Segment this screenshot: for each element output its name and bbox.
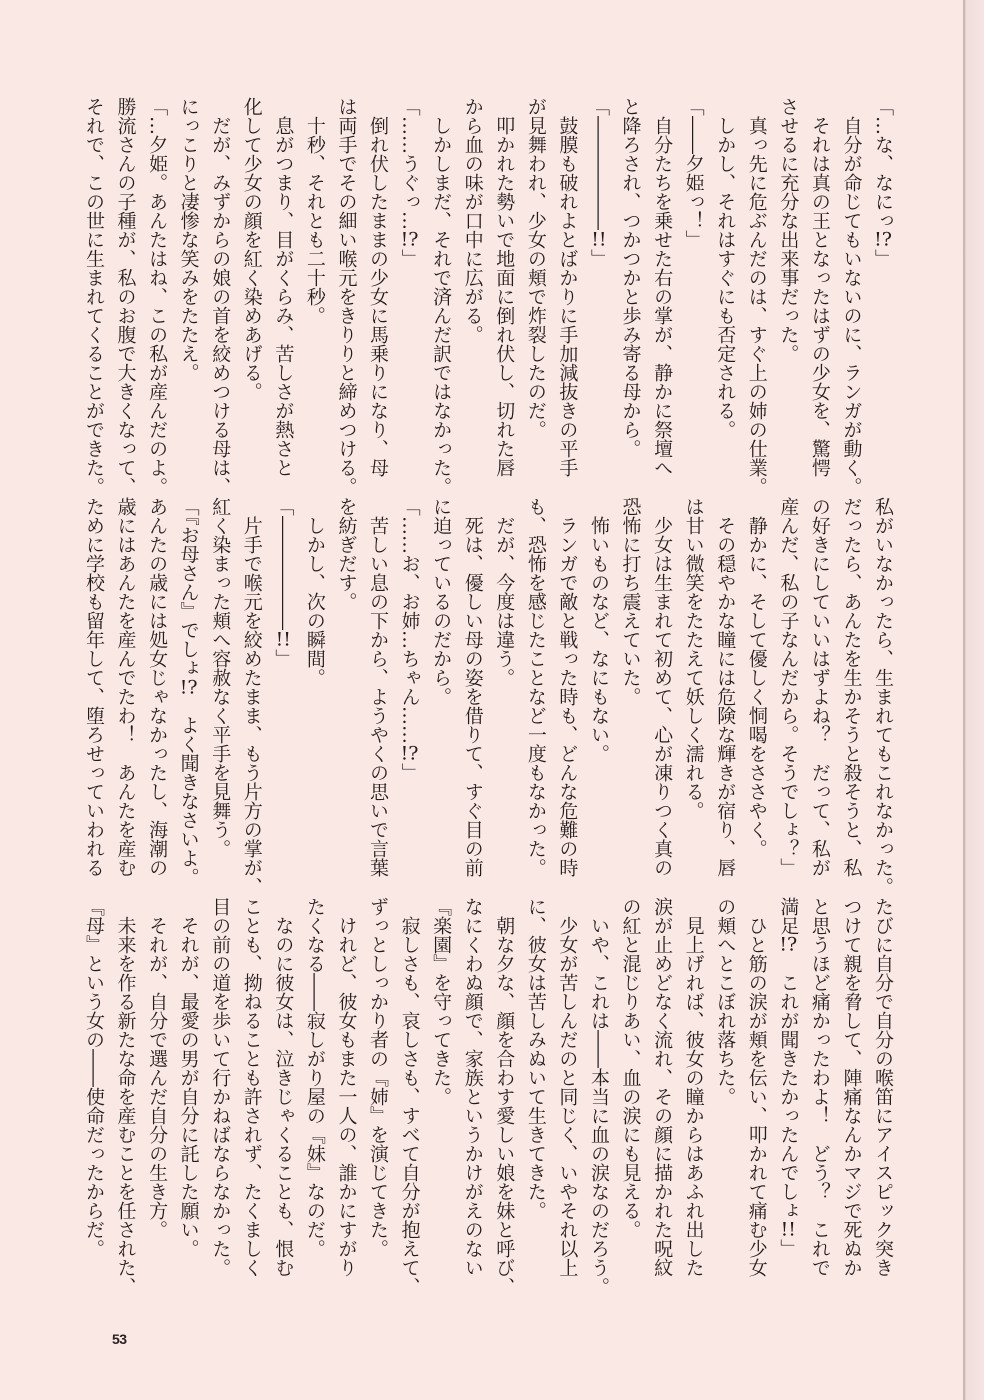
text-column: たくなる――寂しがり屋の『妹』なのだ。 bbox=[303, 897, 326, 1258]
text-block-middle bbox=[77, 497, 898, 897]
text-column: 朝な夕な、顔を合わす愛しい娘を妹と呼び、 bbox=[493, 916, 516, 1296]
text-column: を紡ぎだす。 bbox=[335, 497, 358, 611]
text-column: 息がつまり、目がくらみ、苦しさが熱さと bbox=[272, 116, 295, 477]
text-column: 倒れ伏したままの少女に馬乗りになり、母 bbox=[367, 116, 389, 477]
text-column: 「――――――!!」 bbox=[272, 497, 295, 668]
text-column: 勝流さんの子種が、私のお腹で大きくなって、 bbox=[114, 97, 137, 496]
text-column: 「…な、なにっ!?」 bbox=[872, 97, 894, 268]
text-column: 自分たちを乗せた右の掌が、静かに祭壇へ bbox=[651, 116, 674, 477]
text-column: 紅く染まった頬へ容赦なく平手を見舞う。 bbox=[209, 497, 232, 858]
text-column: それが、自分で選んだ自分の生き方。 bbox=[146, 916, 169, 1239]
text-column: 死は、優しい母の姿を借りて、すぐ目の前 bbox=[461, 516, 484, 877]
text-column: それは真の王となったはずの少女を、驚愕 bbox=[808, 116, 831, 477]
text-column: も、恐怖を感じたことなど一度もなかった。 bbox=[524, 497, 547, 877]
text-column: ひと筋の涙が頬を伝い、叩かれて痛む少女 bbox=[745, 916, 768, 1277]
text-column: させるに充分な出来事だった。 bbox=[777, 97, 800, 363]
text-column: 見上げれば、彼女の瞳からはあふれ出した bbox=[682, 916, 705, 1277]
text-column: ために学校も留年して、堕ろせっていわれる bbox=[82, 497, 105, 877]
text-column: 未来を作る新たな命を産むことを任された、 bbox=[114, 916, 137, 1296]
text-column: は両手でその細い喉元をきりりと締めつける。 bbox=[335, 97, 358, 496]
text-column: 鼓膜も破れよとばかりに手加減抜きの平手 bbox=[556, 116, 579, 477]
text-column: たびに自分で自分の喉笛にアイスピック突き bbox=[872, 897, 894, 1277]
text-column: その穏やかな瞳には危険な輝きが宿り、唇 bbox=[714, 516, 737, 877]
text-column: の頬へとこぼれ落ちた。 bbox=[714, 897, 737, 1106]
text-column: 十秒、それとも二十秒。 bbox=[303, 116, 326, 325]
text-block-top bbox=[77, 97, 898, 497]
text-column: にっこりと凄惨な笑みをたたえ。 bbox=[177, 97, 200, 382]
text-column: 化して少女の顔を紅く染めあげる。 bbox=[240, 97, 263, 401]
text-column: だが、今度は違う。 bbox=[493, 516, 516, 687]
text-column: に、彼女は苦しみぬいて生きてきた。 bbox=[524, 897, 547, 1220]
text-column: それで、この世に生まれてくることができた。 bbox=[82, 97, 105, 496]
text-column: 片手で喉元を絞めたまま、もう片方の掌が、 bbox=[240, 516, 263, 896]
text-column: から血の味が口中に広がる。 bbox=[461, 97, 484, 344]
text-column: しかし、次の瞬間。 bbox=[303, 516, 326, 687]
page-edge bbox=[963, 0, 984, 1400]
text-column: だったら、あんたを生かそうと殺そうと、私 bbox=[840, 497, 863, 877]
text-column: つけて親を脅して、陣痛なんかマジで死ぬか bbox=[840, 897, 863, 1277]
text-column: 「……お、お姉…ちゃん……!?」 bbox=[398, 497, 421, 782]
text-column: なのに彼女は、泣きじゃくることも、恨む bbox=[272, 916, 295, 1277]
text-column: 「『お母さん』でしょ!? よく聞きなさいよ。 bbox=[177, 497, 200, 887]
text-column: 「……うぐっ…!?」 bbox=[398, 97, 421, 268]
text-column: 「――夕姫っ！」 bbox=[682, 97, 705, 249]
text-column: 満足!? これが聞きたかったんでしょ!!」 bbox=[777, 897, 800, 1258]
text-column: 『楽園』を守ってきた。 bbox=[430, 897, 453, 1106]
text-column: 自分が命じてもいないのに、ランガが動く。 bbox=[840, 116, 863, 496]
text-column: だが、みずからの娘の首を絞めつける母は、 bbox=[209, 116, 232, 496]
text-column: 「――――――!!」 bbox=[587, 97, 610, 268]
text-column: 涙が止めどなく流れ、その顔に描かれた呪紋 bbox=[651, 897, 674, 1277]
text-column: 寂しさも、哀しさも、すべて自分が抱えて、 bbox=[398, 916, 421, 1296]
text-column: けれど、彼女もまた一人の、誰かにすがり bbox=[335, 916, 358, 1277]
text-column: 少女は生まれて初めて、心が凍りつく真の bbox=[651, 516, 674, 877]
text-column: しかし、それはすぐにも否定される。 bbox=[714, 116, 737, 439]
text-column: と思うほど痛かったわよ！ どう？ これで bbox=[808, 897, 831, 1277]
text-column: いや、これは――本当に血の涙なのだろう。 bbox=[587, 916, 610, 1296]
text-column: 目の前の道を歩いて行かねばならなかった。 bbox=[209, 897, 232, 1277]
text-column: 私がいなかったら、生まれてもこれなかった。 bbox=[872, 497, 894, 896]
text-column: 叩かれた勢いで地面に倒れ伏し、切れた唇 bbox=[493, 116, 516, 477]
text-column: 産んだ、私の子なんだから。そうでしょ？」 bbox=[777, 497, 800, 877]
text-column: 歳にはあんたを産んでたわ！ あんたを産む bbox=[114, 497, 137, 877]
text-column: と降ろされ、つかつかと歩み寄る母から。 bbox=[619, 97, 642, 458]
text-column: なにくわぬ顔で、家族というかけがえのない bbox=[461, 897, 484, 1277]
text-column: 「…夕姫。あんたはね、この私が産んだのよ。 bbox=[146, 97, 169, 496]
text-column: ことも、拗ねることも許されず、たくましく bbox=[240, 897, 263, 1277]
text-block-bottom bbox=[77, 897, 898, 1297]
text-column: それが、最愛の男が自分に託した願い。 bbox=[177, 916, 200, 1258]
page-number: 53 bbox=[112, 1331, 127, 1347]
text-column: 『母』という女の――使命だったからだ。 bbox=[82, 897, 105, 1258]
text-column: 苦しい息の下から、ようやくの思いで言葉 bbox=[367, 516, 389, 877]
text-column: ずっとしっかり者の『姉』を演じてきた。 bbox=[367, 897, 389, 1258]
text-column: あんたの歳には処女じゃなかったし、海潮の bbox=[146, 497, 169, 877]
text-column: の紅と混じりあい、血の涙にも見える。 bbox=[619, 897, 642, 1239]
text-column: しかしまだ、それで済んだ訳ではなかった。 bbox=[430, 116, 453, 496]
text-column: 恐怖に打ち震えていた。 bbox=[619, 497, 642, 706]
text-column: に迫っているのだから。 bbox=[430, 497, 453, 706]
text-column: 少女が苦しんだのと同じく、いやそれ以上 bbox=[556, 916, 579, 1277]
text-column: 真っ先に危ぶんだのは、すぐ上の姉の仕業。 bbox=[745, 116, 768, 496]
text-column: 静かに、そして優しく恫喝をささやく。 bbox=[745, 516, 768, 858]
text-column: の好きにしていいはずよね？ だって、私が bbox=[808, 497, 831, 877]
text-column: ランガで敵と戦った時も、どんな危難の時 bbox=[556, 516, 579, 877]
text-column: は甘い微笑をたたえて妖しく濡れる。 bbox=[682, 497, 705, 820]
text-column: が見舞われ、少女の頬で炸裂したのだ。 bbox=[524, 97, 547, 439]
text-column: 怖いものなど、なにもない。 bbox=[587, 516, 610, 763]
